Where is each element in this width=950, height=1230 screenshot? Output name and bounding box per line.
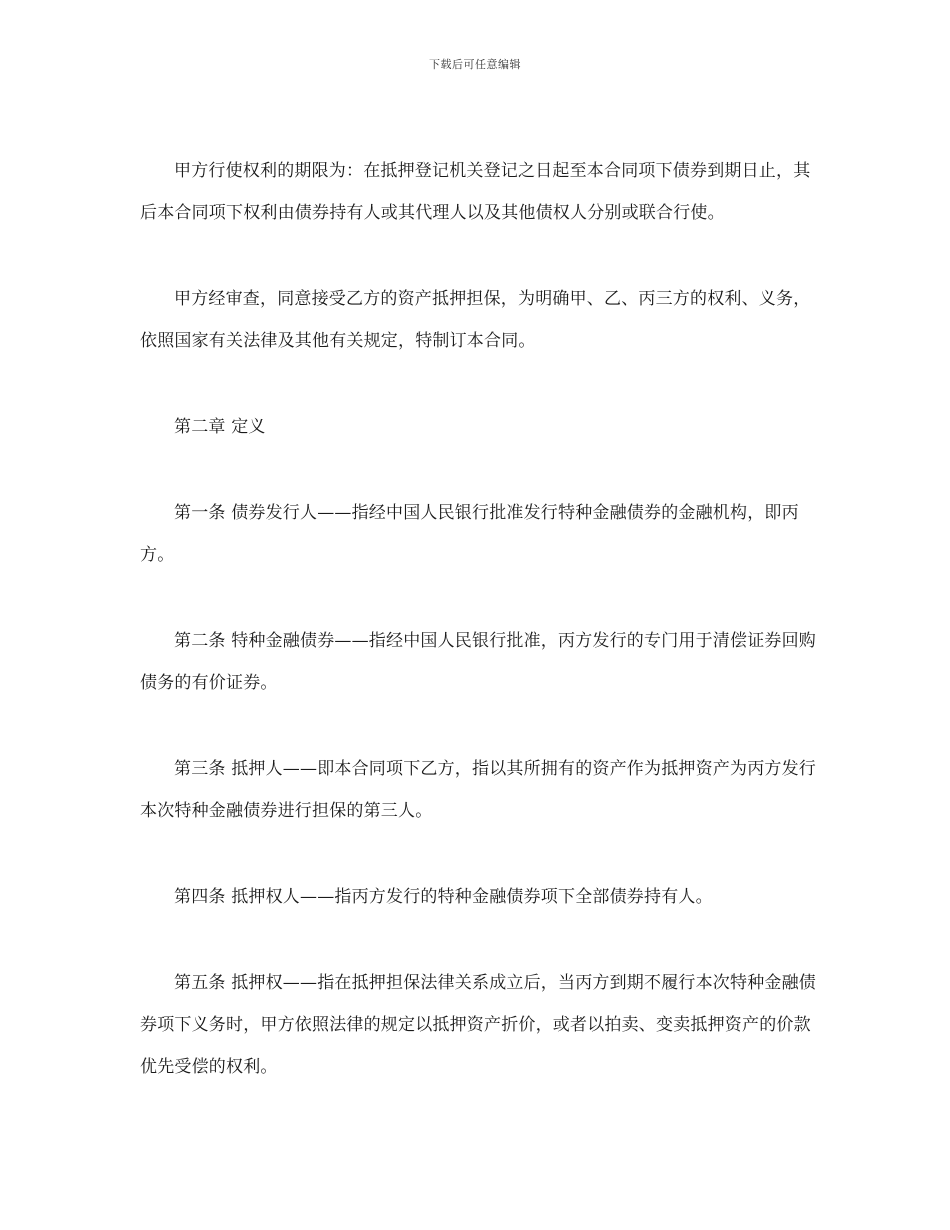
article-3: 第三条 抵押人——即本合同项下乙方，指以其所拥有的资产作为抵押资产为丙方发行本次特种金融债券进行担保的第三人。 — [140, 759, 817, 821]
article-2: 第二条 特种金融债券——指经中国人民银行批准，丙方发行的专门用于清偿证券回购债务的有价证券。 — [140, 631, 817, 693]
article-5: 第五条 抵押权——指在抵押担保法律关系成立后，当丙方到期不履行本次特种金融债券项下义务时，甲方依照法律的规定以抵押资产折价，或者以拍卖、变卖抵押资产的价款优先受偿的权利。 — [140, 973, 817, 1077]
page-header-note: 下载后可任意编辑 — [429, 58, 521, 71]
article-4: 第四条 抵押权人——指丙方发行的特种金融债券项下全部债券持有人。 — [174, 887, 713, 907]
chapter-heading: 第二章 定义 — [174, 417, 266, 437]
paragraph-purpose: 甲方经审查，同意接受乙方的资产抵押担保，为明确甲、乙、丙三方的权利、义务，依照国家有关法律及其他有关规定，特制订本合同。 — [140, 289, 811, 351]
article-1: 第一条 债券发行人——指经中国人民银行批准发行特种金融债券的金融机构，即丙方。 — [140, 503, 799, 565]
paragraph-rights-period: 甲方行使权利的期限为：在抵押登记机关登记之日起至本合同项下债券到期日止，其后本合同项下权利由债券持有人或其代理人以及其他债权人分别或联合行使。 — [140, 161, 811, 223]
document-body — [140, 150, 820, 1132]
